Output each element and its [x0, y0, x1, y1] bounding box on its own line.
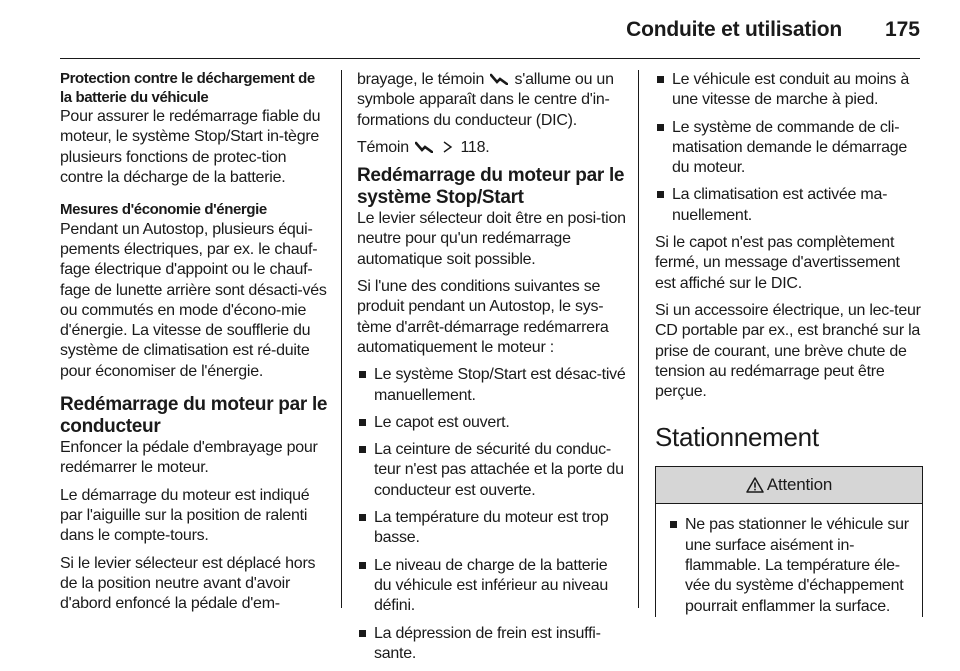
heading-energy-saving: Mesures d'économie d'énergie	[60, 201, 267, 219]
restart-conditions-list	[357, 365, 627, 664]
restart-conditions-list-continued	[655, 70, 923, 226]
list-item: Le système de commande de cli-matisation demande le démarrage du moteur.	[655, 118, 923, 179]
paragraph-hood-open: Si le capot n'est pas complètement fermé, un message d'avertissement est affiché sur le DIC.	[655, 234, 900, 292]
paragraph-selector-lever: Si le levier sélecteur est déplacé hors de la position neutre avant d'avoir d'abord enfoncé la pédale d'em-	[60, 554, 316, 613]
warning-list	[668, 515, 912, 616]
bullet-square-icon	[359, 630, 366, 637]
bullet-square-icon	[657, 76, 664, 83]
list-item: Le capot est ouvert.	[357, 413, 627, 433]
list-item: Ne pas stationner le véhicule sur une surface aisément in-flammable. La température éle-vée du système d'échappement pourrait enflammer la surface.	[668, 515, 912, 616]
list-item: La ceinture de sécurité du conduc-teur n'est pas attachée et la porte du conducteur est ouverte.	[357, 440, 627, 501]
column-3	[655, 70, 923, 617]
page-title: Conduite et utilisation	[626, 18, 842, 41]
paragraph-conditions: Si l'une des conditions suivantes se produit pendant un Autostop, le sys-tème d'arrêt-démarrage redémarrera automatiquement le moteur :	[357, 278, 609, 356]
list-item: La dépression de frein est insuffi-sante.	[357, 624, 627, 665]
warning-triangle-icon	[746, 477, 764, 493]
bullet-square-icon	[359, 562, 366, 569]
paragraph-accessory: Si un accessoire électrique, un lec-teur CD portable par ex., est branché sur la prise de courant, une brève chute de tension au redémarrage peut être perçue.	[655, 301, 921, 401]
stop-start-indicator-icon	[415, 141, 433, 153]
header-divider	[60, 58, 920, 59]
paragraph-battery-protection: Pour assurer le redémarrage fiable du moteur, le système Stop/Start in-tègre plusieurs fonctions de protec-tion contre la décharge de la batterie.	[60, 108, 321, 186]
list-item: Le niveau de charge de la batterie du véhicule est inférieur au niveau défini.	[357, 556, 627, 617]
column-divider-1	[341, 70, 342, 608]
heading-driver-restart: Redémarrage du moteur par le conducteur	[60, 394, 328, 438]
column-1	[60, 70, 328, 621]
list-item: La climatisation est activée ma-nuellement.	[655, 185, 923, 226]
paragraph-continuation	[357, 70, 627, 131]
indicator-label: Témoin	[357, 138, 409, 156]
paragraph-indicator-reference	[357, 138, 627, 158]
bullet-square-icon	[657, 124, 664, 131]
heading-battery-protection: Protection contre le déchargement de la batterie du véhicule	[60, 70, 315, 106]
bullet-square-icon	[359, 371, 366, 378]
column-divider-2	[638, 70, 639, 608]
bullet-square-icon	[359, 446, 366, 453]
paragraph-press-clutch: Enfoncer la pédale d'embrayage pour redémarrer le moteur.	[60, 439, 318, 477]
stop-start-warning-icon	[490, 73, 508, 85]
bullet-square-icon	[670, 521, 677, 528]
continuation-text-a: brayage, le témoin	[357, 71, 485, 88]
warning-title: Attention	[766, 475, 833, 495]
indicator-page-reference[interactable]: 118.	[460, 138, 490, 156]
bullet-square-icon	[657, 191, 664, 198]
list-item: La température du moteur est trop basse.	[357, 508, 627, 549]
bullet-square-icon	[359, 514, 366, 521]
continuation-text-b: s'allume ou un symbole apparaît dans le centre d'in-formations du conducteur (DIC).	[357, 71, 614, 129]
heading-system-restart: Redémarrage du moteur par le système Stop/Start	[357, 165, 625, 209]
warning-body	[656, 504, 922, 616]
bullet-square-icon	[359, 419, 366, 426]
page-number: 175	[884, 18, 920, 41]
warning-box	[655, 466, 923, 616]
page-reference-arrow-icon	[442, 141, 453, 153]
page-header	[0, 0, 960, 60]
heading-parking: Stationnement	[655, 422, 819, 453]
list-item: Le système Stop/Start est désac-tivé manuellement.	[357, 365, 627, 406]
list-item: Le véhicule est conduit au moins à une vitesse de marche à pied.	[655, 70, 923, 111]
paragraph-tachometer: Le démarrage du moteur est indiqué par l'aiguille sur la position de ralenti dans le compte-tours.	[60, 486, 310, 545]
paragraph-neutral-position: Le levier sélecteur doit être en posi-tion neutre pour qu'un redémarrage automatique soit possible.	[357, 210, 626, 268]
column-2	[357, 70, 627, 671]
paragraph-energy-saving: Pendant un Autostop, plusieurs équi-pements électriques, par ex. le chauf-fage électrique d'appoint ou le chauf-fage de lunette arrière sont désacti-vés ou commutés en mode d'écono-mie d'énergie. La vitesse de soufflerie du système de climatisation est ré-duite pour économiser de l'énergie.	[60, 220, 327, 380]
warning-header	[656, 466, 922, 504]
